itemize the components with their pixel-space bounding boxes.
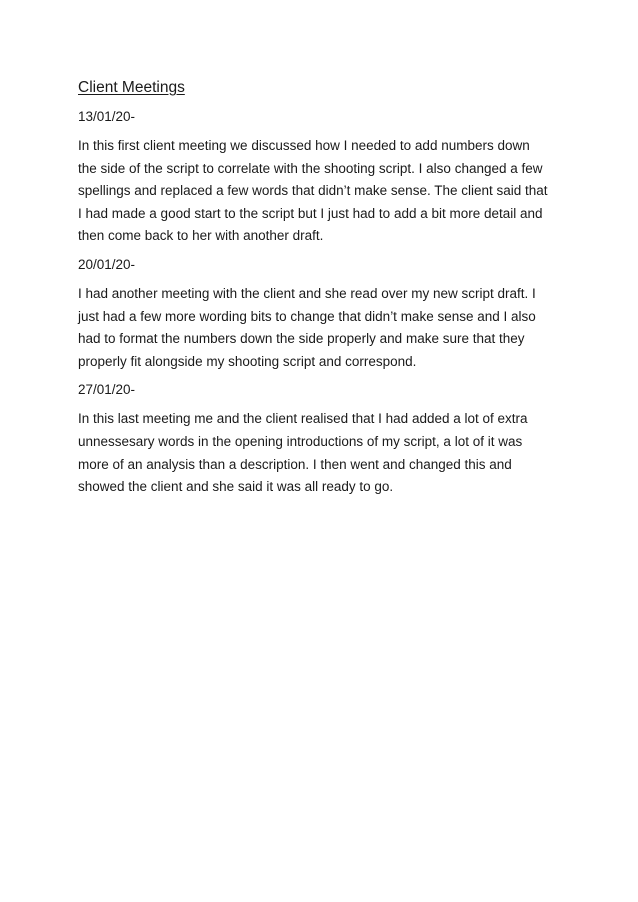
- entry-line: had to format the numbers down the side properly and make sure that they: [78, 331, 525, 347]
- entry-line: spellings and replaced a few words that didn’t make sense. The client said that: [78, 183, 548, 199]
- entry-date: 13/01/20-: [78, 109, 136, 124]
- entry-body: [78, 135, 568, 248]
- entry-body: [78, 283, 568, 373]
- document-title: Client Meetings: [78, 79, 185, 96]
- meeting-entry-3: [78, 381, 568, 498]
- document-page: [78, 78, 568, 507]
- entry-line: I had made a good start to the script but I just had to add a bit more detail and: [78, 205, 543, 221]
- entry-line: the side of the script to correlate with the shooting script. I also changed a few: [78, 160, 543, 176]
- meeting-entry-1: [78, 108, 568, 248]
- entry-line: In this last meeting me and the client realised that I had added a lot of extra: [78, 411, 528, 427]
- entry-line: more of an analysis than a description. I then went and changed this and: [78, 456, 512, 472]
- entry-line: showed the client and she said it was all ready to go.: [78, 479, 394, 495]
- entry-line: In this first client meeting we discussed how I needed to add numbers down: [78, 138, 530, 153]
- entry-date: 27/01/20-: [78, 382, 136, 398]
- entry-date: 20/01/20-: [78, 256, 136, 272]
- entry-line: I had another meeting with the client and she read over my new script draft. I: [78, 285, 536, 301]
- meeting-entry-2: [78, 256, 568, 373]
- entry-line: properly fit alongside my shooting script and correspond.: [78, 353, 417, 369]
- entry-body: [78, 408, 568, 498]
- entry-line: then come back to her with another draft.: [78, 228, 324, 244]
- entry-line: unnessesary words in the opening introductions of my script, a lot of it was: [78, 433, 523, 449]
- entry-line: just had a few more wording bits to change that didn’t make sense and I also: [78, 308, 536, 324]
